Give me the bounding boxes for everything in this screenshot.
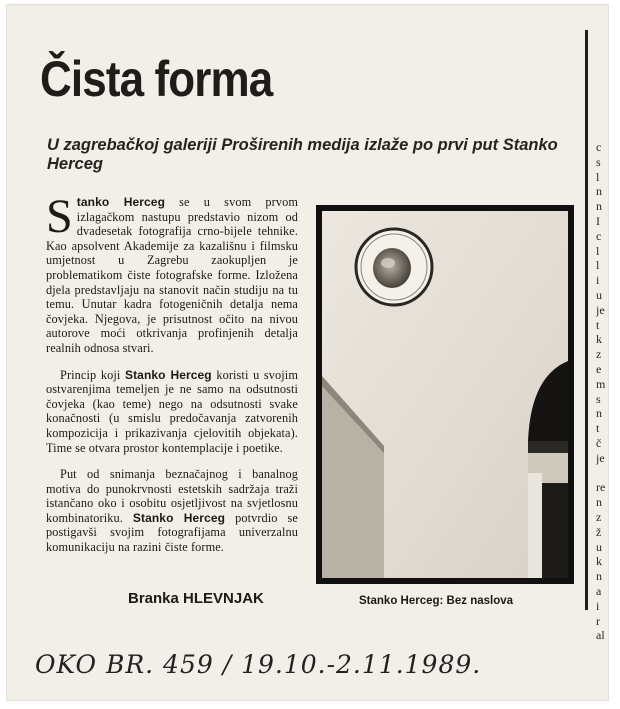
adjacent-column-fragment: c s l n n I c l l i u je t k z e m s n t č je re n z ž u k n a i r al bbox=[596, 140, 606, 643]
photograph-image bbox=[322, 211, 568, 578]
artist-name: tanko Herceg bbox=[76, 195, 166, 209]
paragraph-3-text-end: potvrdio se postigavši svojim fotografijama univerzalnu komunikaciju na razini čiste forme. bbox=[46, 510, 298, 555]
photograph bbox=[316, 205, 574, 584]
paragraph-3-text: Put od snimanja beznačajnog i banalnog motiva do punokrvnosti estetskih sadržaja traži istančano oko i osobitu osjetljivost na svjetlosnu kombinatoriku. bbox=[46, 467, 298, 525]
article-subtitle: U zagrebačkoj galeriji Proširenih medija izlaže po prvi put Stanko Herceg bbox=[47, 136, 558, 173]
column-divider bbox=[585, 30, 588, 610]
paragraph-2-lead: Princip koji bbox=[60, 367, 125, 382]
artist-name: Stanko Herceg bbox=[132, 510, 226, 525]
artist-name: Stanko Herceg bbox=[124, 367, 212, 382]
photo-caption: Stanko Herceg: Bez naslova bbox=[359, 595, 514, 607]
author-byline: Branka HLEVNJAK bbox=[128, 590, 264, 607]
article-title: Čista forma bbox=[40, 51, 273, 107]
paragraph-1-text: se u svom prvom izlagačkom nastupu predstavio nizom od dvadesetak fotografija crno-bijele tehnike. Kao apsolvent Akademije za kazališnu i filmsku umjetnost u Zagrebu zaokupljen je problematikom čiste fotografske forme. Izložena djela predstavljaju na stanovit način studiju na tu temu. Unutar kadra fotogeničnih detalja nema čovjeka. Njegova, je prisutnost očito na nivou autorove moći otkrivanja profinjenih detalja realnih odnosa stvari. bbox=[46, 195, 298, 355]
paragraph-1 bbox=[46, 190, 298, 356]
paragraph-2 bbox=[46, 368, 298, 456]
drop-cap: S bbox=[46, 190, 73, 243]
paragraph-2-text: koristi u svojim ostvarenjima temeljen je ne samo na odsutnosti čovjeka (kao teme) nego na odsutnosti svake konačnosti (u smislu predočavanja zatvorenih kompozicija i prikazivanja cjelovitih objekata). Time se otvara prostor kontemplacije i poetike. bbox=[46, 367, 298, 455]
article-body bbox=[46, 190, 298, 567]
photo-illustration bbox=[322, 211, 568, 578]
handwritten-note: OKO BR. 459 / 19.10.-2.11.1989. bbox=[35, 650, 482, 679]
paragraph-3 bbox=[46, 467, 298, 555]
